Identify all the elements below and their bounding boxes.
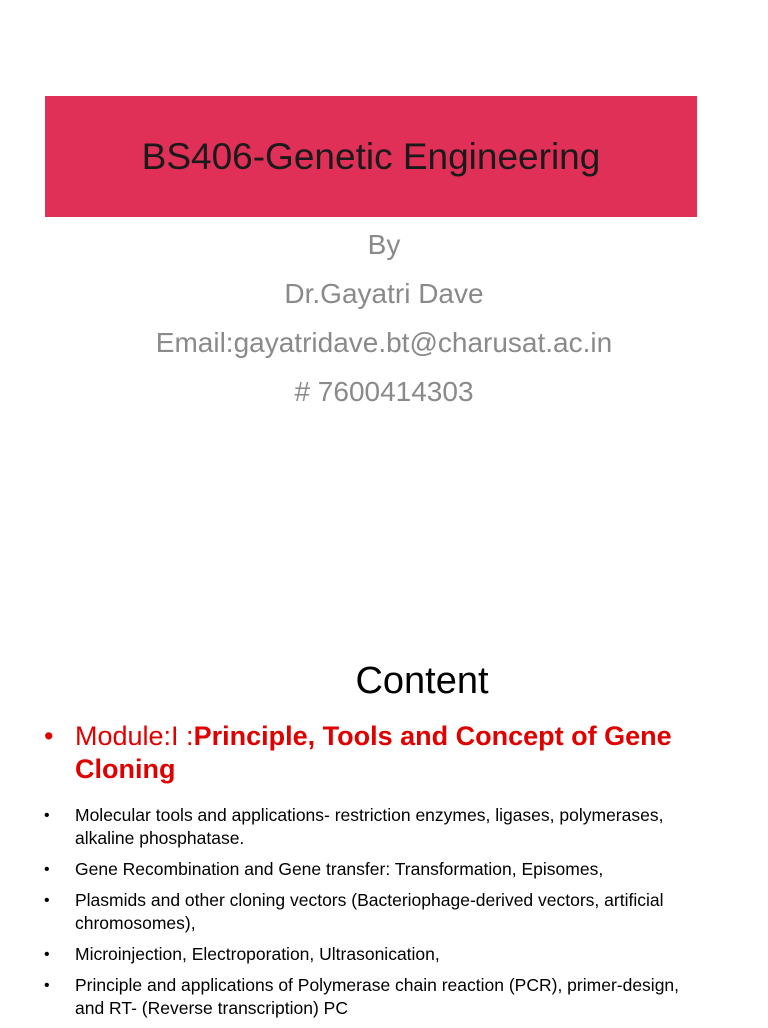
author-phone: # 7600414303 — [294, 376, 474, 407]
topic-text: Plasmids and other cloning vectors (Bacteriophage-derived vectors, artificial chromosomes), — [75, 890, 664, 933]
module-text — [44, 720, 724, 786]
content-slide — [0, 600, 768, 1024]
module-item — [44, 720, 724, 786]
list-item — [44, 889, 704, 935]
content-heading: Content — [355, 660, 489, 702]
slide-title: BS406-Genetic Engineering — [141, 136, 601, 177]
bullet-icon: • — [44, 946, 50, 963]
list-item — [44, 858, 704, 881]
title-bar — [45, 96, 697, 217]
module-prefix: Module:I : — [75, 721, 194, 751]
author-name: Dr.Gayatri Dave — [284, 278, 484, 309]
topic-list — [44, 804, 704, 1028]
list-item — [44, 943, 704, 966]
bullet-icon: • — [44, 861, 50, 878]
topic-text: Molecular tools and applications- restriction enzymes, ligases, polymerases, alkaline phosphatase. — [75, 805, 664, 848]
bullet-icon: • — [44, 892, 50, 909]
list-item — [44, 974, 704, 1020]
bullet-icon: • — [44, 721, 54, 751]
by-label: By — [367, 229, 401, 260]
bullet-icon: • — [44, 977, 50, 994]
bullet-icon: • — [44, 807, 50, 824]
author-email: Email:gayatridave.bt@charusat.ac.in — [155, 327, 613, 358]
topic-text: Microinjection, Electroporation, Ultrasonication, — [75, 944, 440, 964]
module-title: Principle, Tools and Concept of Gene Cloning — [75, 721, 672, 784]
list-item — [44, 804, 704, 850]
topic-text: Principle and applications of Polymerase chain reaction (PCR), primer-design, and RT- (Reverse transcription) PC — [75, 975, 680, 1018]
topic-text: Gene Recombination and Gene transfer: Transformation, Episomes, — [75, 859, 604, 879]
